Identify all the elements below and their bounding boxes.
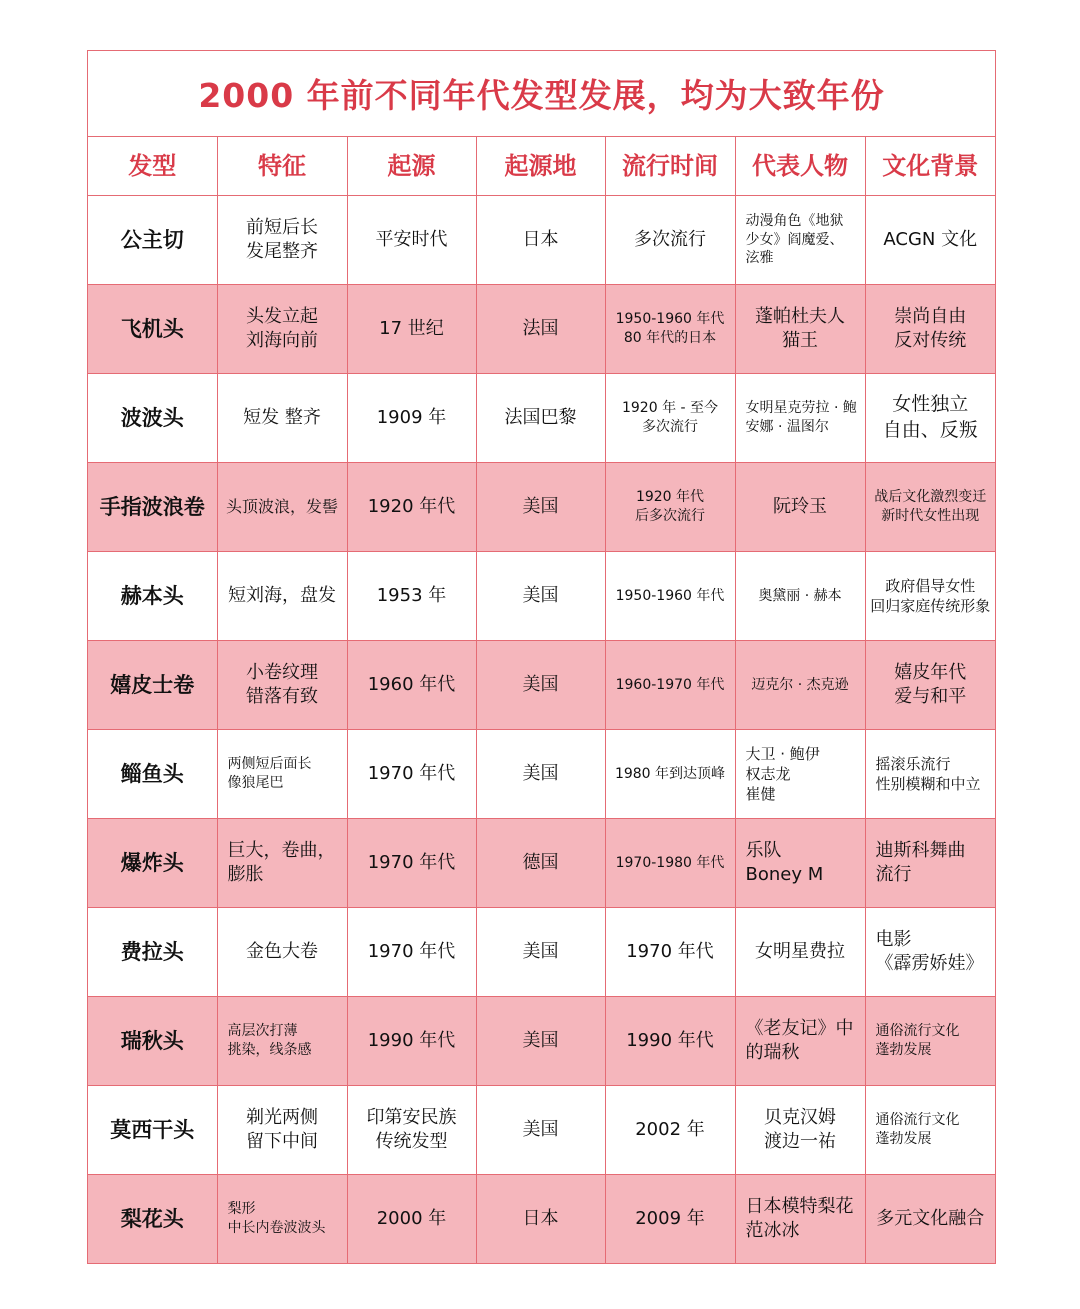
origin-place-cell xyxy=(476,196,605,285)
origin-cell xyxy=(347,463,476,552)
representative-cell xyxy=(735,641,865,730)
feature-cell-line: 金色大卷 xyxy=(246,940,318,962)
origin-cell-line: 1990 年代 xyxy=(367,1029,456,1051)
culture-cell-line: 《霹雳娇娃》 xyxy=(875,953,984,974)
col-header-representative: 代表人物 xyxy=(735,137,865,196)
origin-cell-line: 传统发型 xyxy=(375,1131,448,1152)
origin-place-cell-line: 美国 xyxy=(522,584,559,606)
popular-time-cell-line: 1970-1980 年代 xyxy=(615,854,725,871)
popular-time-cell-line: 1960-1970 年代 xyxy=(615,676,725,693)
hairstyle-table xyxy=(88,137,995,1264)
representative-cell xyxy=(735,463,865,552)
hairstyle-name-cell: 飞机头 xyxy=(88,285,217,374)
culture-cell-line: 政府倡导女性 xyxy=(885,576,976,595)
representative-cell-line: 少女》阎魔爱、 xyxy=(745,231,844,248)
feature-cell-line: 剃光两侧 xyxy=(246,1106,318,1128)
popular-time-cell-line: 2009 年 xyxy=(635,1207,705,1229)
origin-cell-line: 17 世纪 xyxy=(379,317,444,339)
popular-time-cell-line: 1920 年代 xyxy=(635,489,705,506)
culture-cell-line: 摇滚乐流行 xyxy=(875,754,951,773)
feature-cell-line: 巨大，卷曲， xyxy=(227,839,336,861)
feature-cell xyxy=(217,1086,347,1175)
table-row xyxy=(88,196,995,285)
representative-cell xyxy=(735,552,865,641)
origin-place-cell-line: 法国 xyxy=(522,317,559,339)
table-row xyxy=(88,997,995,1086)
representative-cell xyxy=(735,1086,865,1175)
culture-cell-line: 爱与和平 xyxy=(894,686,967,707)
origin-place-cell xyxy=(476,285,605,374)
origin-place-cell xyxy=(476,1175,605,1264)
culture-cell-line: 迪斯科舞曲 xyxy=(875,839,966,861)
culture-cell-line: 蓬勃发展 xyxy=(875,1042,932,1058)
origin-cell xyxy=(347,285,476,374)
table-row xyxy=(88,285,995,374)
hairstyle-name-cell: 波波头 xyxy=(88,374,217,463)
culture-cell xyxy=(865,908,995,997)
feature-cell xyxy=(217,641,347,730)
feature-cell xyxy=(217,374,347,463)
culture-cell xyxy=(865,641,995,730)
culture-cell xyxy=(865,997,995,1086)
popular-time-cell xyxy=(605,819,735,908)
culture-cell-line: 电影 xyxy=(875,928,912,950)
origin-place-cell-line: 美国 xyxy=(522,495,559,517)
representative-cell-line: 阮玲玉 xyxy=(773,495,827,517)
table-row xyxy=(88,1175,995,1264)
representative-cell-line: 乐队 xyxy=(745,839,782,861)
table-row xyxy=(88,730,995,819)
origin-place-cell-line: 美国 xyxy=(522,1118,559,1140)
culture-cell-line: 通俗流行文化 xyxy=(875,1112,960,1129)
origin-cell xyxy=(347,1175,476,1264)
representative-cell-line: 动漫角色《地狱 xyxy=(745,212,844,229)
hairstyle-name-cell: 赫本头 xyxy=(88,552,217,641)
origin-place-cell xyxy=(476,374,605,463)
culture-cell xyxy=(865,285,995,374)
origin-cell-line: 1920 年代 xyxy=(367,495,456,517)
representative-cell-line: 贝克汉姆 xyxy=(764,1106,836,1128)
origin-place-cell xyxy=(476,730,605,819)
origin-cell-line: 1909 年 xyxy=(376,406,447,428)
origin-cell xyxy=(347,819,476,908)
popular-time-cell-line: 1950-1960 年代 xyxy=(615,587,725,604)
popular-time-cell xyxy=(605,1175,735,1264)
representative-cell xyxy=(735,997,865,1086)
popular-time-cell xyxy=(605,196,735,285)
culture-cell-line: 新时代女性出现 xyxy=(881,508,980,524)
representative-cell xyxy=(735,730,865,819)
col-header-culture: 文化背景 xyxy=(865,137,995,196)
culture-cell xyxy=(865,1175,995,1264)
feature-cell xyxy=(217,196,347,285)
table-row xyxy=(88,908,995,997)
table-row xyxy=(88,552,995,641)
feature-cell xyxy=(217,463,347,552)
culture-cell-line: 自由、反叛 xyxy=(882,419,978,441)
table-row xyxy=(88,1086,995,1175)
representative-cell-line: 猫王 xyxy=(782,330,818,351)
feature-cell-line: 高层次打薄 xyxy=(227,1023,298,1040)
feature-cell-line: 短发 整齐 xyxy=(243,406,321,428)
feature-cell-line: 挑染，线条感 xyxy=(227,1042,312,1058)
popular-time-cell xyxy=(605,463,735,552)
popular-time-cell xyxy=(605,374,735,463)
culture-cell xyxy=(865,196,995,285)
feature-cell-line: 错落有致 xyxy=(246,686,318,707)
culture-cell-line: 流行 xyxy=(875,864,912,885)
table-row xyxy=(88,463,995,552)
origin-place-cell xyxy=(476,908,605,997)
feature-cell xyxy=(217,908,347,997)
origin-cell-line: 平安时代 xyxy=(375,228,448,250)
representative-cell-line: 安娜 · 温图尔 xyxy=(745,419,829,435)
culture-cell-line: 回归家庭传统形象 xyxy=(870,597,991,615)
representative-cell xyxy=(735,908,865,997)
hairstyle-name-cell: 手指波浪卷 xyxy=(88,463,217,552)
feature-cell-line: 头顶波浪，发髻 xyxy=(225,497,338,517)
popular-time-cell xyxy=(605,1086,735,1175)
feature-cell-line: 刘海向前 xyxy=(246,330,318,351)
feature-cell xyxy=(217,285,347,374)
hairstyle-name-cell: 费拉头 xyxy=(88,908,217,997)
feature-cell-line: 短刘海，盘发 xyxy=(228,584,336,606)
culture-cell-line: ACGN 文化 xyxy=(883,228,978,250)
origin-cell-line: 1960 年代 xyxy=(367,673,456,695)
origin-place-cell xyxy=(476,641,605,730)
col-header-origin-place: 起源地 xyxy=(476,137,605,196)
feature-cell xyxy=(217,997,347,1086)
popular-time-cell xyxy=(605,641,735,730)
origin-cell xyxy=(347,730,476,819)
popular-time-cell-line: 1920 年 - 至今 xyxy=(621,400,719,417)
origin-cell-line: 1970 年代 xyxy=(367,851,456,873)
representative-cell-line: 《老友记》中 xyxy=(745,1017,854,1039)
origin-place-cell-line: 日本 xyxy=(522,1207,559,1229)
representative-cell-line: 女明星克劳拉 · 鲍 xyxy=(745,400,857,417)
origin-cell-line: 印第安民族 xyxy=(366,1106,457,1128)
popular-time-cell-line: 80 年代的日本 xyxy=(623,330,717,346)
feature-cell-line: 小卷纹理 xyxy=(246,661,318,683)
hairstyle-name-cell: 爆炸头 xyxy=(88,819,217,908)
origin-place-cell-line: 法国巴黎 xyxy=(504,406,577,428)
representative-cell-line: 崔健 xyxy=(745,785,776,804)
culture-cell-line: 女性独立 xyxy=(892,393,969,416)
culture-cell xyxy=(865,730,995,819)
title-row xyxy=(88,51,995,137)
representative-cell-line: 迈克尔 · 杰克逊 xyxy=(751,676,849,693)
col-header-origin: 起源 xyxy=(347,137,476,196)
popular-time-cell-line: 多次流行 xyxy=(634,228,706,250)
culture-cell xyxy=(865,819,995,908)
table-row xyxy=(88,374,995,463)
culture-cell-line: 性别模糊和中立 xyxy=(875,775,981,793)
origin-cell xyxy=(347,908,476,997)
origin-place-cell-line: 日本 xyxy=(522,228,559,250)
origin-cell xyxy=(347,1086,476,1175)
representative-cell-line: Boney M xyxy=(745,864,824,885)
origin-cell-line: 1970 年代 xyxy=(367,940,456,962)
culture-cell xyxy=(865,552,995,641)
culture-cell-line: 嬉皮年代 xyxy=(894,661,967,683)
culture-cell xyxy=(865,374,995,463)
representative-cell-line: 日本模特梨花 xyxy=(745,1195,854,1217)
header-row xyxy=(88,137,995,196)
culture-cell xyxy=(865,1086,995,1175)
culture-cell-line: 崇尚自由 xyxy=(894,305,967,327)
hairstyle-name-cell: 公主切 xyxy=(88,196,217,285)
origin-cell xyxy=(347,641,476,730)
representative-cell xyxy=(735,196,865,285)
representative-cell-line: 的瑞秋 xyxy=(745,1042,800,1063)
feature-cell xyxy=(217,1175,347,1264)
representative-cell xyxy=(735,819,865,908)
hairstyle-name-cell: 鲻鱼头 xyxy=(88,730,217,819)
culture-cell xyxy=(865,463,995,552)
popular-time-cell-line: 1970 年代 xyxy=(626,940,714,962)
origin-cell xyxy=(347,374,476,463)
origin-place-cell xyxy=(476,463,605,552)
table-row xyxy=(88,819,995,908)
representative-cell-line: 蓬帕杜夫人 xyxy=(755,305,845,327)
feature-cell xyxy=(217,730,347,819)
origin-place-cell-line: 美国 xyxy=(522,673,559,695)
popular-time-cell xyxy=(605,730,735,819)
representative-cell xyxy=(735,285,865,374)
representative-cell-line: 奥黛丽 · 赫本 xyxy=(758,587,842,604)
feature-cell-line: 留下中间 xyxy=(246,1131,318,1152)
origin-place-cell xyxy=(476,1086,605,1175)
feature-cell-line: 梨形 xyxy=(227,1201,256,1218)
table-row xyxy=(88,641,995,730)
feature-cell xyxy=(217,819,347,908)
origin-cell-line: 2000 年 xyxy=(376,1207,447,1229)
feature-cell-line: 像狼尾巴 xyxy=(227,775,284,791)
origin-place-cell xyxy=(476,552,605,641)
origin-cell-line: 1970 年代 xyxy=(367,762,456,784)
popular-time-cell-line: 后多次流行 xyxy=(635,508,705,524)
col-header-feature: 特征 xyxy=(217,137,347,196)
popular-time-cell xyxy=(605,997,735,1086)
origin-cell xyxy=(347,997,476,1086)
origin-cell xyxy=(347,552,476,641)
hairstyle-name-cell: 梨花头 xyxy=(88,1175,217,1264)
representative-cell xyxy=(735,1175,865,1264)
origin-cell-line: 1953 年 xyxy=(376,584,447,606)
feature-cell-line: 前短后长 xyxy=(246,216,318,238)
culture-cell-line: 战后文化激烈变迁 xyxy=(874,489,987,506)
popular-time-cell xyxy=(605,908,735,997)
culture-cell-line: 蓬勃发展 xyxy=(875,1131,932,1147)
culture-cell-line: 多元文化融合 xyxy=(876,1207,985,1229)
origin-place-cell-line: 美国 xyxy=(522,940,559,962)
origin-place-cell xyxy=(476,997,605,1086)
col-header-hairstyle: 发型 xyxy=(88,137,217,196)
origin-place-cell-line: 德国 xyxy=(522,851,559,873)
popular-time-cell-line: 1950-1960 年代 xyxy=(615,311,725,328)
representative-cell-line: 泫雅 xyxy=(745,250,774,267)
feature-cell-line: 两侧短后面长 xyxy=(227,756,312,773)
hairstyle-name-cell: 瑞秋头 xyxy=(88,997,217,1086)
popular-time-cell-line: 1990 年代 xyxy=(626,1029,714,1051)
representative-cell-line: 大卫 · 鲍伊 xyxy=(745,744,820,763)
representative-cell-line: 范冰冰 xyxy=(745,1220,800,1241)
popular-time-cell-line: 1980 年到达顶峰 xyxy=(614,765,726,782)
popular-time-cell xyxy=(605,285,735,374)
origin-place-cell-line: 美国 xyxy=(522,1029,559,1051)
culture-cell-line: 反对传统 xyxy=(894,330,967,351)
hairstyle-name-cell: 莫西干头 xyxy=(88,1086,217,1175)
representative-cell-line: 女明星费拉 xyxy=(755,940,845,962)
popular-time-cell-line: 多次流行 xyxy=(642,419,698,435)
origin-cell xyxy=(347,196,476,285)
origin-place-cell xyxy=(476,819,605,908)
hairstyle-table-sheet xyxy=(87,50,996,1264)
feature-cell-line: 头发立起 xyxy=(246,305,318,327)
col-header-popular-time: 流行时间 xyxy=(605,137,735,196)
popular-time-cell-line: 2002 年 xyxy=(635,1118,705,1140)
feature-cell-line: 膨胀 xyxy=(227,864,264,885)
page-title: 2000 年前不同年代发型发展，均为大致年份 xyxy=(198,76,885,115)
table-body xyxy=(88,196,995,1264)
feature-cell-line: 中长内卷波波头 xyxy=(227,1220,326,1236)
hairstyle-name-cell: 嬉皮士卷 xyxy=(88,641,217,730)
origin-place-cell-line: 美国 xyxy=(522,762,559,784)
representative-cell-line: 权志龙 xyxy=(745,764,791,783)
representative-cell-line: 渡边一祐 xyxy=(764,1131,836,1152)
representative-cell xyxy=(735,374,865,463)
feature-cell xyxy=(217,552,347,641)
popular-time-cell xyxy=(605,552,735,641)
culture-cell-line: 通俗流行文化 xyxy=(875,1023,960,1040)
feature-cell-line: 发尾整齐 xyxy=(246,241,318,262)
